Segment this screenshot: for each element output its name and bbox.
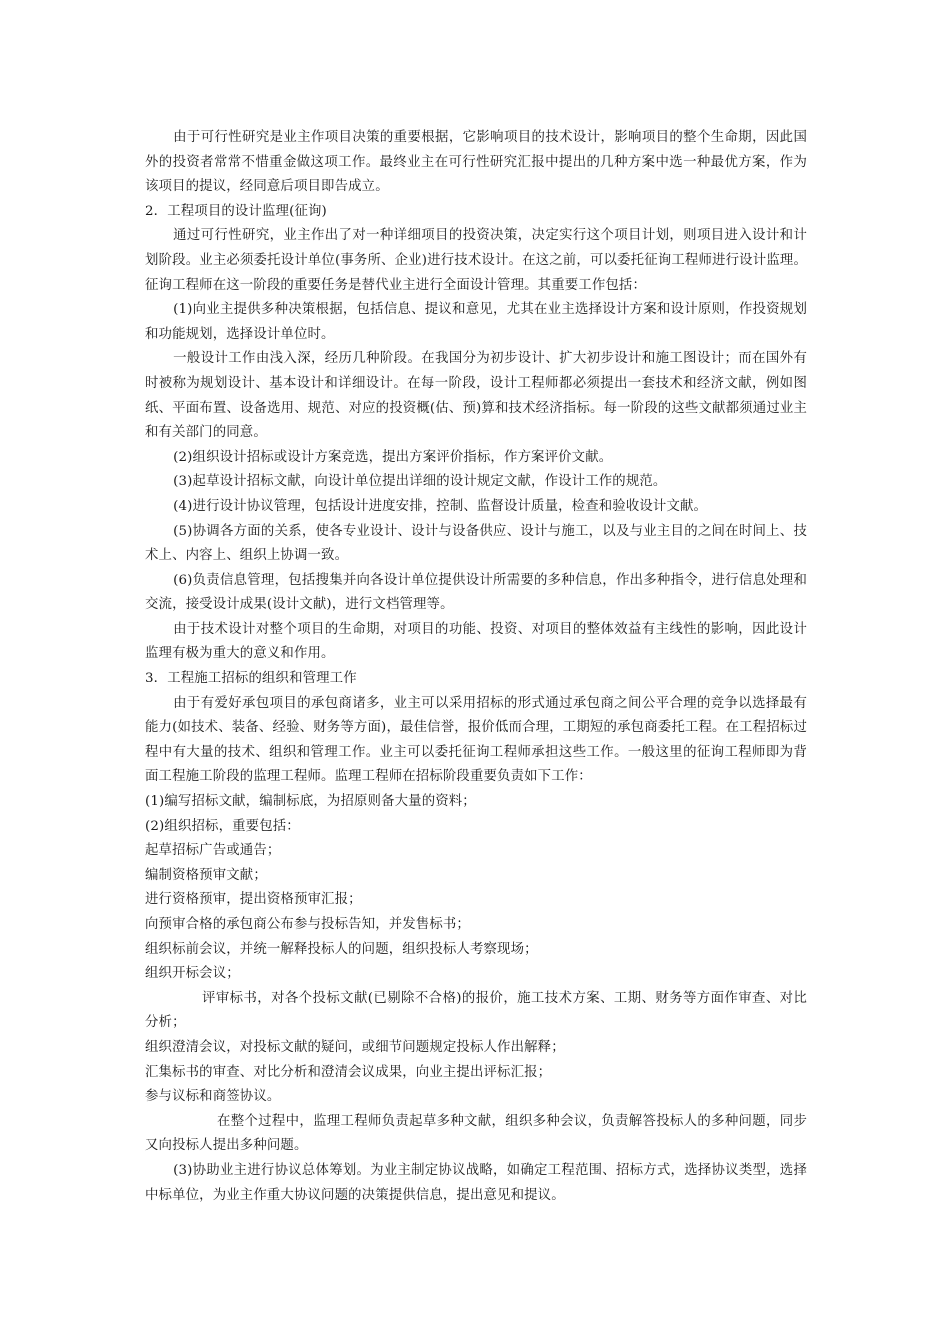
sub-item-clarification: 组织澄清会议，对投标文献的疑问，或细节问题规定投标人作出解释； bbox=[145, 1039, 565, 1055]
list-item-design-6: (6)负责信息管理，包括搜集并向各设计单位提供设计所需要的多种信息，作出多种指令，进行信息处理和交流，接受设计成果(设计文献)，进行文档管理等。 bbox=[145, 572, 807, 613]
list-item-design-5: (5)协调各方面的关系，使各专业设计、设计与设备供应、设计与施工，以及与业主目的之间在时间上、技术上、内容上、组织上协调一致。 bbox=[145, 523, 807, 564]
paragraph-process-summary: 在整个过程中，监理工程师负责起草多种文献，组织多种会议，负责解答投标人的多种问题，同步又向投标人提出多种问题。 bbox=[145, 1113, 807, 1154]
section-heading-design-supervision: 2．工程项目的设计监理(征询) bbox=[145, 203, 327, 219]
list-item-design-1: (1)向业主提供多种决策根据，包括信息、提议和意见，尤其在业主选择设计方案和设计原则，作投资规划和功能规划，选择设计单位时。 bbox=[145, 302, 807, 342]
paragraph-design-stages: 一般设计工作由浅入深，经历几种阶段。在我国分为初步设计、扩大初步设计和施工图设计；而在国外有时被称为规划设计、基本设计和详细设计。在每一阶段，设计工程师都必须提出一套技术和经济文献，例如图纸、平面布置、设备选用、规范、对应的投资概(估、预)算和技术经济指标。每一阶段的这些文献都须通过业主和有关部门的同意。 bbox=[145, 351, 807, 441]
list-item-tender-2: (2)组织招标，重要包括： bbox=[145, 818, 300, 834]
paragraph-design-intro: 通过可行性研究，业主作出了对一种详细项目的投资决策，决定实行这个项目计划，则项目进入设计和计划阶段。业主必须委托设计单位(事务所、企业)进行技术设计。在这之前，可以委托征询工程师进行设计监理。征询工程师在这一阶段的重要任务是替代业主进行全面设计管理。其重要工作包括： bbox=[145, 228, 807, 293]
sub-item-invitation: 向预审合格的承包商公布参与投标告知，并发售标书； bbox=[145, 917, 470, 932]
list-item-design-3: (3)起草设计招标文献，向设计单位提出详细的设计规定文献，作设计工作的规范。 bbox=[173, 474, 667, 490]
sub-item-prequal: 进行资格预审，提出资格预审汇报； bbox=[145, 892, 362, 908]
section-heading-tendering: 3．工程施工招标的组织和管理工作 bbox=[145, 671, 357, 687]
sub-item-bid-evaluation: 评审标书，对各个投标文献(已剔除不合格)的报价，施工技术方案、工期、财务等方面作审查、对比分析； bbox=[145, 990, 807, 1031]
paragraph-feasibility: 由于可行性研究是业主作项目决策的重要根据，它影响项目的技术设计，影响项目的整个生命期，因此国外的投资者常常不惜重金做这项工作。最终业主在可行性研究汇报中提出的几种方案中选一种最优方案，作为该项目的提议，经同意后项目即告成立。 bbox=[145, 130, 807, 195]
list-item-design-2: (2)组织设计招标或设计方案竞选，提出方案评价指标，作方案评价文献。 bbox=[173, 449, 613, 465]
list-item-tender-1: (1)编写招标文献，编制标底，为招原则备大量的资料； bbox=[145, 794, 476, 810]
sub-item-negotiation: 参与议标和商签协议。 bbox=[145, 1089, 281, 1105]
list-item-design-4: (4)进行设计协议管理，包括设计进度安排，控制、监督设计质量，检查和验收设计文献。 bbox=[173, 498, 708, 514]
sub-item-pre-bid-meeting: 组织标前会议，并统一解释投标人的问题，组织投标人考察现场； bbox=[145, 941, 538, 957]
document-body bbox=[145, 126, 807, 1208]
paragraph-tendering-intro: 由于有爱好承包项目的承包商诸多，业主可以采用招标的形式通过承包商之间公平合理的竞争以选择最有能力(如技术、装备、经验、财务等方面)，最佳信誉，报价低而合理，工期短的承包商委托工程。在工程招标过程中有大量的技术、组织和管理工作。业主可以委托征询工程师承担这些工作。一般这里的征询工程师即为背面工程施工阶段的监理工程师。监理工程师在招标阶段重要负责如下工作： bbox=[145, 695, 807, 785]
sub-item-draft-notice: 起草招标广告或通告； bbox=[145, 843, 281, 859]
paragraph-design-significance: 由于技术设计对整个项目的生命期，对项目的功能、投资、对项目的整体效益有主线性的影响，因此设计监理有极为重大的意义和作用。 bbox=[145, 621, 807, 662]
sub-item-evaluation-report: 汇集标书的审查、对比分析和澄清会议成果，向业主提出评标汇报； bbox=[145, 1064, 552, 1080]
sub-item-prequal-docs: 编制资格预审文献； bbox=[145, 867, 267, 883]
list-item-tender-3: (3)协助业主进行协议总体筹划。为业主制定协议战略，如确定工程范围、招标方式，选择协议类型，选择中标单位，为业主作重大协议问题的决策提供信息，提出意见和提议。 bbox=[145, 1162, 807, 1203]
sub-item-bid-opening: 组织开标会议； bbox=[145, 966, 240, 982]
